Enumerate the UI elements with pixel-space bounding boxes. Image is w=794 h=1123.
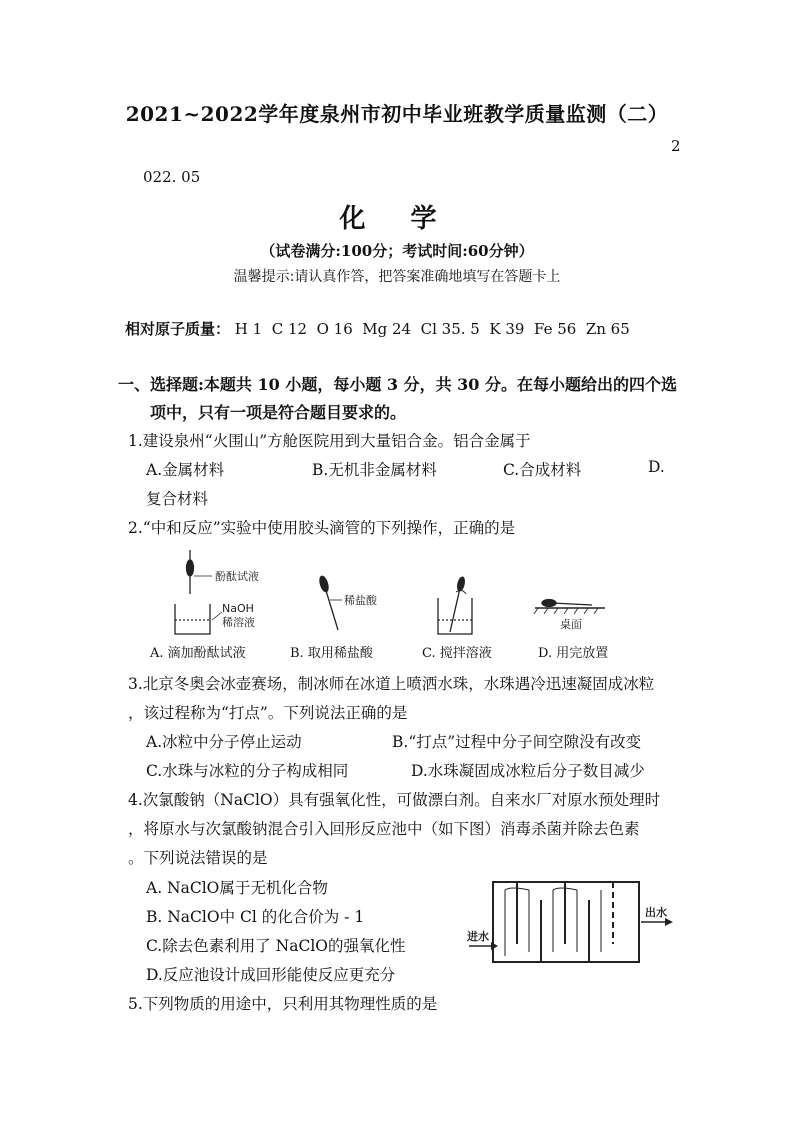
q2-caption-b: B. 取用稀盐酸 [290, 646, 373, 661]
dropper-operations-figure [160, 548, 630, 640]
exam-title: 2021~2022学年度泉州市初中毕业班教学质量监测（二） [125, 102, 669, 126]
label-water-in: 进水 [467, 930, 489, 943]
reaction-tank-figure [465, 876, 675, 968]
q4-stem-line3: 。下列说法错误的是 [128, 849, 268, 867]
exam-meta: （试卷满分:100分；考试时间:60分钟） [260, 242, 534, 260]
exam-date: 022. 05 [143, 168, 201, 186]
q3-option-c: C.水珠与冰粒的分子构成相同 [146, 762, 349, 780]
q4-option-d: D.反应池设计成回形能使反应更充分 [146, 966, 396, 984]
figure-b-tilted-dropper [318, 575, 342, 630]
q4-stem-line2: ，将原水与次氯酸钠混合引入回形反应池中（如下图）消毒杀菌并除去色素 [128, 820, 640, 838]
q3-stem-line1: 3.北京冬奥会冰壶赛场，制冰师在冰道上喷洒水珠，水珠遇冷迅速凝固成冰粒 [128, 675, 655, 693]
section1-heading-cont: 项中，只有一项是符合题目要求的。 [150, 403, 407, 422]
atomic-mass-label: 相对原子质量： [125, 320, 231, 338]
q1-option-c: C.合成材料 [503, 461, 582, 479]
q2-caption-c: C. 搅拌溶液 [422, 646, 492, 661]
q1-option-a: A.金属材料 [146, 461, 225, 479]
label-naoh-dilute: 稀溶液 [222, 616, 255, 629]
page-number: 2 [671, 137, 681, 155]
q2-stem: 2.“中和反应”实验中使用胶头滴管的下列操作，正确的是 [128, 519, 516, 537]
q1-stem: 1.建设泉州“火围山”方舱医院用到大量铝合金。铝合金属于 [128, 432, 531, 450]
atomic-mass-line [125, 318, 630, 339]
q3-stem-line2: ，该过程称为“打点”。下列说法正确的是 [128, 704, 408, 722]
section1-heading: 一、选择题:本题共 10 小题，每小题 3 分，共 30 分。在每小题给出的四个选 [118, 375, 677, 394]
label-hcl: 稀盐酸 [344, 594, 377, 607]
atomic-mass-values: H 1 C 12 O 16 Mg 24 Cl 35. 5 K 39 Fe 56 Zn 65 [234, 320, 630, 338]
label-water-out: 出水 [645, 906, 667, 919]
exam-tip: 温馨提示:请认真作答，把答案准确地填写在答题卡上 [233, 269, 561, 285]
q2-caption-a: A. 滴加酚酞试液 [150, 646, 246, 661]
label-reagent: 酚酞试液 [215, 570, 259, 583]
q1-option-d-cont: 复合材料 [146, 490, 209, 508]
label-table: 桌面 [560, 618, 582, 631]
q3-option-b: B.“打点”过程中分子间空隙没有改变 [392, 733, 642, 751]
figure-a-dropper-beaker [175, 550, 222, 634]
q4-option-b: B. NaClO中 Cl 的化合价为 - 1 [146, 908, 365, 926]
q5-stem: 5.下列物质的用途中，只利用其物理性质的是 [128, 995, 438, 1013]
q2-caption-d: D. 用完放置 [538, 646, 609, 661]
q3-option-d: D.水珠凝固成冰粒后分子数目减少 [411, 762, 645, 780]
figure-d-on-table [534, 600, 605, 615]
q4-option-c: C.除去色素利用了 NaClO的强氧化性 [146, 937, 406, 955]
q1-option-b: B.无机非金属材料 [312, 461, 437, 479]
q1-option-d: D. [648, 458, 665, 476]
figure-c-stirring [438, 577, 472, 634]
q4-stem-line1: 4.次氯酸钠（NaClO）具有强氧化性，可做漂白剂。自来水厂对原水预处理时 [128, 791, 661, 809]
subject-title: 化 学 [339, 204, 455, 234]
q3-option-a: A.冰粒中分子停止运动 [146, 733, 302, 751]
label-naoh: NaOH [222, 602, 254, 615]
q4-option-a: A. NaClO属于无机化合物 [146, 879, 328, 897]
